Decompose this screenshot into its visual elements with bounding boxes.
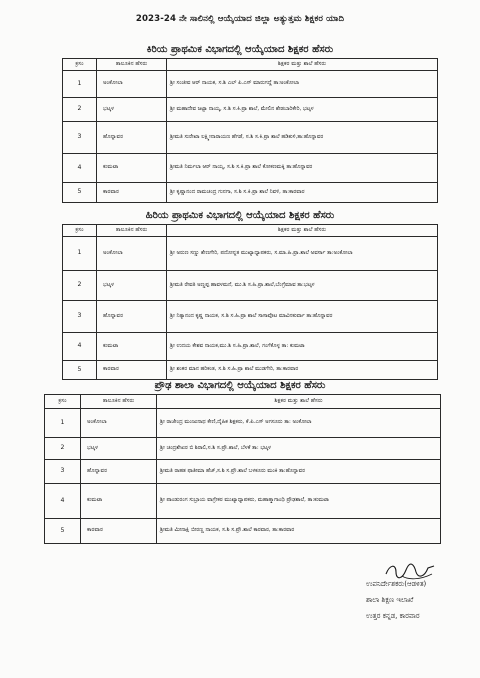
row-sl: 1 [45, 409, 81, 438]
row-sl: 1 [63, 71, 97, 98]
row-teacher-name: ಶ್ರೀ ಮಹಾದೇವ ಜಟ್ಟಾ ನಾಯ್ಕ, ಸ.ಶಿ ಸ.ಕಿ.ಪ್ರಾ ಶಾಲೆ, ಮೇಲಿನ ಶೇಡಬಾರಿಕೇರಿ, ಭಟ್ಕಳ [167, 98, 438, 122]
row-taluk: ಕುಮಟಾ [97, 333, 167, 361]
row-taluk: ಭಟ್ಕಳ [97, 271, 167, 301]
row-teacher-name: ಶ್ರೀಮತಿ ರಾಹತ ಫಾತೀಮಾ ಹೆಜ್,ಸ.ಶಿ ಸ.ಪ್ರೌ.ಶಾಲೆ ಬಳಕೂರು ಮಂಕಿ ತಾ:ಹೊನ್ನಾವರ [157, 460, 441, 484]
column-header-name: ಶಿಕ್ಷಕರ ಮತ್ತು ಶಾಲೆ ಹೆಸರು [167, 225, 438, 237]
row-taluk: ಹೊನ್ನಾವರ [97, 301, 167, 333]
signature-department: ಶಾಲಾ ಶಿಕ್ಷಣ ಇಲಾಖೆ [366, 596, 414, 604]
row-sl: 3 [63, 301, 97, 333]
row-teacher-name: ಶ್ರೀಮತಿ ನಿರ್ಮಲಾ ಆರ್ ನಾಯ್ಕ, ಸ.ಶಿ ಸ.ಕಿ.ಪ್ರಾ ಶಾಲೆ ಕೋಕಣಮಕ್ಕಿ ತಾ:ಹೊನ್ನಾವರ [167, 154, 438, 183]
table-row [63, 271, 438, 301]
row-taluk: ಅಂಕೋಲಾ [97, 237, 167, 271]
table-row [63, 71, 438, 98]
signature-designation: ಉಪನಿರ್ದೇಶಕರು(ಆಡಳಿತ) [366, 580, 427, 588]
row-taluk: ಭಟ್ಕಳ [97, 98, 167, 122]
lower-primary-table [62, 58, 438, 203]
row-taluk: ಕಾರವಾರ [97, 183, 167, 203]
table-row [63, 361, 438, 380]
section-heading-lower-primary: ಕಿರಿಯ ಪ್ರಾಥಮಿಕ ವಿಭಾಗದಲ್ಲಿ ಆಯ್ಕೆಯಾದ ಶಿಕ್ಷಕರ ಹೆಸರು [146, 44, 334, 55]
table-header-row [63, 59, 438, 71]
column-header-sl: ಕ್ರಸಂ [63, 59, 97, 71]
column-header-taluk: ತಾಲೂಕಿನ ಹೆಸರು [81, 395, 157, 409]
row-teacher-name: ಶ್ರೀಮತಿ ಮೀನಾಕ್ಷಿ ಬೀರಣ್ಣ ನಾಯಕ, ಸ.ಶಿ ಸ.ಪ್ರೌ.ಶಾಲೆ ಕಾರವಾರ, ತಾ:ಕಾರವಾರ [157, 519, 441, 544]
row-sl: 2 [63, 98, 97, 122]
table-row [45, 519, 441, 544]
table-row [63, 333, 438, 361]
row-taluk: ಭಟ್ಕಳ [81, 438, 157, 460]
row-teacher-name: ಶ್ರೀ ಕೃಷ್ಣಾನಂದ ರಾಮಚಂದ್ರ ಗುನಗಾ, ಸ.ಶಿ ಸ.ಕಿ.ಪ್ರಾ ಶಾಲೆ ನಿವಳಿ, ತಾ:ಕಾರವಾರ [167, 183, 438, 203]
table-row [63, 122, 438, 154]
row-teacher-name: ಶ್ರೀ ಅರುಣ ಸಣ್ಣು ಶೇಣಗೇರಿ, ಪದೋನ್ನತ ಮುಖ್ಯಾಧ್ಯಾಪಕರು, ಸ.ಮಾ.ಹಿ.ಪ್ರಾ.ಶಾಲೆ ಅವರ್ಸಾ ತಾ:ಅಂಕೋಲಾ [167, 237, 438, 271]
row-taluk: ಅಂಕೋಲಾ [97, 71, 167, 98]
table-row [63, 154, 438, 183]
row-sl: 2 [45, 438, 81, 460]
table-row [63, 301, 438, 333]
row-sl: 4 [63, 333, 97, 361]
row-taluk: ಹೊನ್ನಾವರ [97, 122, 167, 154]
row-teacher-name: ಶ್ರೀಮತಿ ಸುರೇಖಾ ಲಕ್ಷ್ಮೀನಾರಾಯಣ ಹೆಗಡೆ, ಸ.ಶಿ ಸ.ಕಿ.ಪ್ರಾ ಶಾಲೆ ಹಡಿಕುಳಿ,ತಾ:ಹೊನ್ನಾವರ [167, 122, 438, 154]
row-sl: 5 [63, 361, 97, 380]
column-header-name: ಶಿಕ್ಷಕರ ಮತ್ತು ಶಾಲೆ ಹೆಸರು [157, 395, 441, 409]
table-row [63, 237, 438, 271]
table-row [63, 183, 438, 203]
row-sl: 2 [63, 271, 97, 301]
row-teacher-name: ಶ್ರೀ ಪಾಂಡುರಂಗ ಸುಬ್ರಾಯ ವಾಗ್ರೇಕರ ಮುಖ್ಯಾಧ್ಯಾಪಕರು, ಮಹಾತ್ಮಾಗಾಂಧಿ ಪ್ರೌಢಶಾಲೆ, ತಾ:ಕುಮಟಾ [157, 484, 441, 519]
row-teacher-name: ಶ್ರೀ ರಾಜೇಂದ್ರ ಮಂಜುನಾಥ ಕೇಣಿ,ದೈಹಿಕ ಶಿಕ್ಷಕರು, ಕೆ.ಪಿ.ಎಸ್ ಅಗಸೂರು ತಾ: ಅಂಕೋಲಾ [157, 409, 441, 438]
table-header-row [45, 395, 441, 409]
signature-location: ಉತ್ತರ ಕನ್ನಡ, ಕಾರವಾರ [366, 612, 420, 620]
row-teacher-name: ಶ್ರೀ ಚಂದ್ರಶೇಖರ ಬಿ ಶಿರಾಲಿ,ಸ.ಶಿ ಸ.ಪ್ರೌ.ಶಾಲೆ, ಬೆಳಕೆ ತಾ: ಭಟ್ಕಳ [157, 438, 441, 460]
row-sl: 5 [63, 183, 97, 203]
row-taluk: ಅಂಕೋಲಾ [81, 409, 157, 438]
row-teacher-name: ಶ್ರೀ ನಿತ್ಯಾನಂದ ಕೃಷ್ಣ ನಾಯಕ, ಸ.ಶಿ ಸ.ಹಿ.ಪ್ರಾ ಶಾಲೆ ಸಾಸಾವೊಟ ಮಾವಿನಕುರ್ವಾ ತಾ:ಹೊನ್ನಾವರ [167, 301, 438, 333]
column-header-sl: ಕ್ರಸಂ [63, 225, 97, 237]
row-taluk: ಹೊನ್ನಾವರ [81, 460, 157, 484]
column-header-taluk: ತಾಲೂಕಿನ ಹೆಸರು [97, 225, 167, 237]
page-title: 2023-24 ನೇ ಸಾಲಿನಲ್ಲಿ ಆಯ್ಕೆಯಾದ ಜಿಲ್ಲಾ ಅತ್ಯುತ್ತಮ ಶಿಕ್ಷಕರ ಯಾದಿ [135, 14, 345, 24]
table-row [45, 438, 441, 460]
row-teacher-name: ಶ್ರೀ ಸಂಜೀವ ಆರ್ ನಾಯಕ, ಸ.ಶಿ ಎಲ್ ಪಿ.ಎಸ್ ಮಾರುಗದ್ದೆ ತಾ:ಅಂಕೋಲಾ [167, 71, 438, 98]
table-row [45, 484, 441, 519]
row-taluk: ಕುಮಟಾ [81, 484, 157, 519]
table-row [45, 409, 441, 438]
table-row [45, 460, 441, 484]
row-teacher-name: ಶ್ರೀ ಉದಯ ಕೇಶವ ನಾಯಕ,ಮು.ಶಿ ಸ.ಹಿ.ಪ್ರಾ.ಶಾಲೆ, ಗಂಗೆಕೊಳ್ಳ ತಾ: ಕುಮಟಾ [167, 333, 438, 361]
section-heading-higher-primary: ಹಿರಿಯ ಪ್ರಾಥಮಿಕ ವಿಭಾಗದಲ್ಲಿ ಆಯ್ಕೆಯಾದ ಶಿಕ್ಷಕರ ಹೆಸರು [145, 210, 335, 221]
column-header-name: ಶಿಕ್ಷಕರ ಮತ್ತು ಶಾಲೆ ಹೆಸರು [167, 59, 438, 71]
row-taluk: ಕುಮಟಾ [97, 154, 167, 183]
row-teacher-name: ಶ್ರೀಮತಿ ರೇವತಿ ಅಣ್ಣಪ್ಪ ಹಾವಳಮನೆ, ಮು.ಶಿ ಸ.ಹಿ.ಪ್ರಾ.ಶಾಲೆ,ಬೆಂಗ್ರೆಮಾವ ತಾ:ಭಟ್ಕಳ [167, 271, 438, 301]
column-header-taluk: ತಾಲೂಕಿನ ಹೆಸರು [97, 59, 167, 71]
table-row [63, 98, 438, 122]
row-sl: 3 [63, 122, 97, 154]
higher-primary-table [62, 224, 438, 380]
table-header-row [63, 225, 438, 237]
high-school-table [44, 394, 441, 544]
row-sl: 4 [45, 484, 81, 519]
row-sl: 4 [63, 154, 97, 183]
signature-block [366, 576, 476, 624]
row-sl: 5 [45, 519, 81, 544]
row-teacher-name: ಶ್ರೀ ಶಂಕರ ಮಾನ ಹರಿಕಂತ, ಸ.ಶಿ ಸ.ಹಿ.ಪ್ರಾ ಶಾಲೆ ಮುಡಗೇರಿ, ತಾ:ಕಾರವಾರ [167, 361, 438, 380]
column-header-sl: ಕ್ರಸಂ [45, 395, 81, 409]
row-taluk: ಕಾರವಾರ [97, 361, 167, 380]
row-sl: 1 [63, 237, 97, 271]
row-sl: 3 [45, 460, 81, 484]
section-heading-high-school: ಪ್ರೌಢ ಶಾಲಾ ವಿಭಾಗದಲ್ಲಿ ಆಯ್ಕೆಯಾದ ಶಿಕ್ಷಕರ ಹೆಸರು [154, 380, 326, 391]
row-taluk: ಕಾರವಾರ [81, 519, 157, 544]
